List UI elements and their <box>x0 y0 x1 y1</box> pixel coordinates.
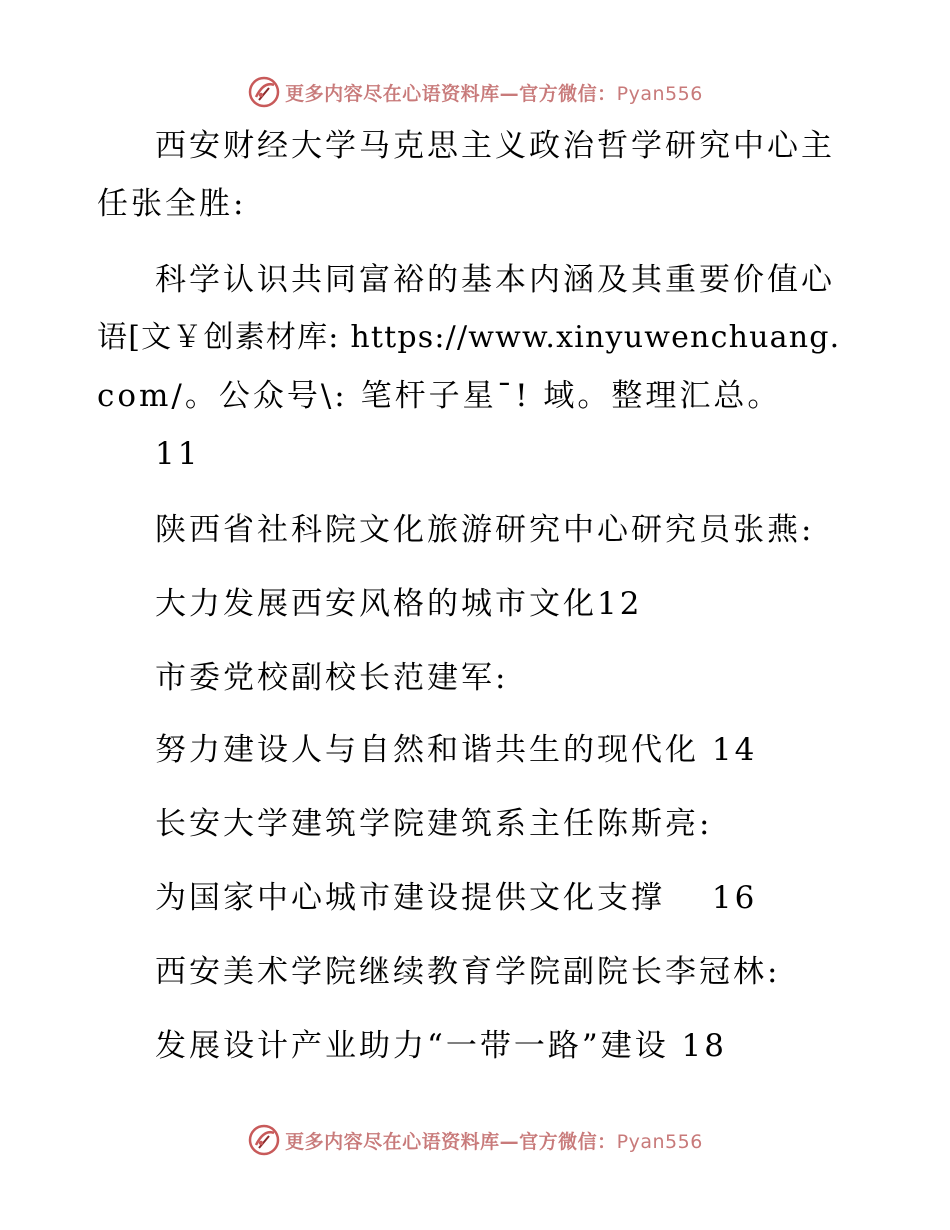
text-line: 11 <box>155 436 201 472</box>
text-line: 语[文￥创素材库: https://www.xinyuwenchuang. <box>97 320 841 355</box>
text-line: 市委党校副校长范建军: <box>155 660 509 696</box>
text-line: 努力建设人与自然和谐共生的现代化 14 <box>155 732 758 768</box>
text-line: 长安大学建筑学院建筑系主任陈斯亮: <box>155 806 713 842</box>
text-line: 大力发展西安风格的城市文化12 <box>155 586 643 622</box>
logo-icon <box>247 1123 281 1157</box>
text-line: 任张全胜: <box>97 186 247 222</box>
text-line: 西安财经大学马克思主义政治哲学研究中心主 <box>155 128 835 164</box>
footer-watermark <box>0 1120 950 1160</box>
text-line: com/。公众号\: 笔杆子星¯! 域。整理汇总。 <box>97 378 782 414</box>
text-line: 科学认识共同富裕的基本内涵及其重要价值心 <box>155 262 835 298</box>
text-line: 陕西省社科院文化旅游研究中心研究员张燕: <box>155 512 815 548</box>
text-line: 为国家中心城市建设提供文化支撑 16 <box>155 880 758 916</box>
banner-text: 更多内容尽在心语资料库—官方微信： <box>285 82 617 105</box>
banner-text: 更多内容尽在心语资料库—官方微信： <box>285 1130 617 1153</box>
text-line: 西安美术学院继续教育学院副院长李冠林: <box>155 954 781 990</box>
header-watermark <box>0 72 950 112</box>
logo-icon <box>247 75 281 109</box>
text-line: 发展设计产业助力“一带一路”建设 18 <box>155 1028 727 1064</box>
banner-wechat-id: Pyan556 <box>616 1130 703 1153</box>
banner-wechat-id: Pyan556 <box>616 82 703 105</box>
